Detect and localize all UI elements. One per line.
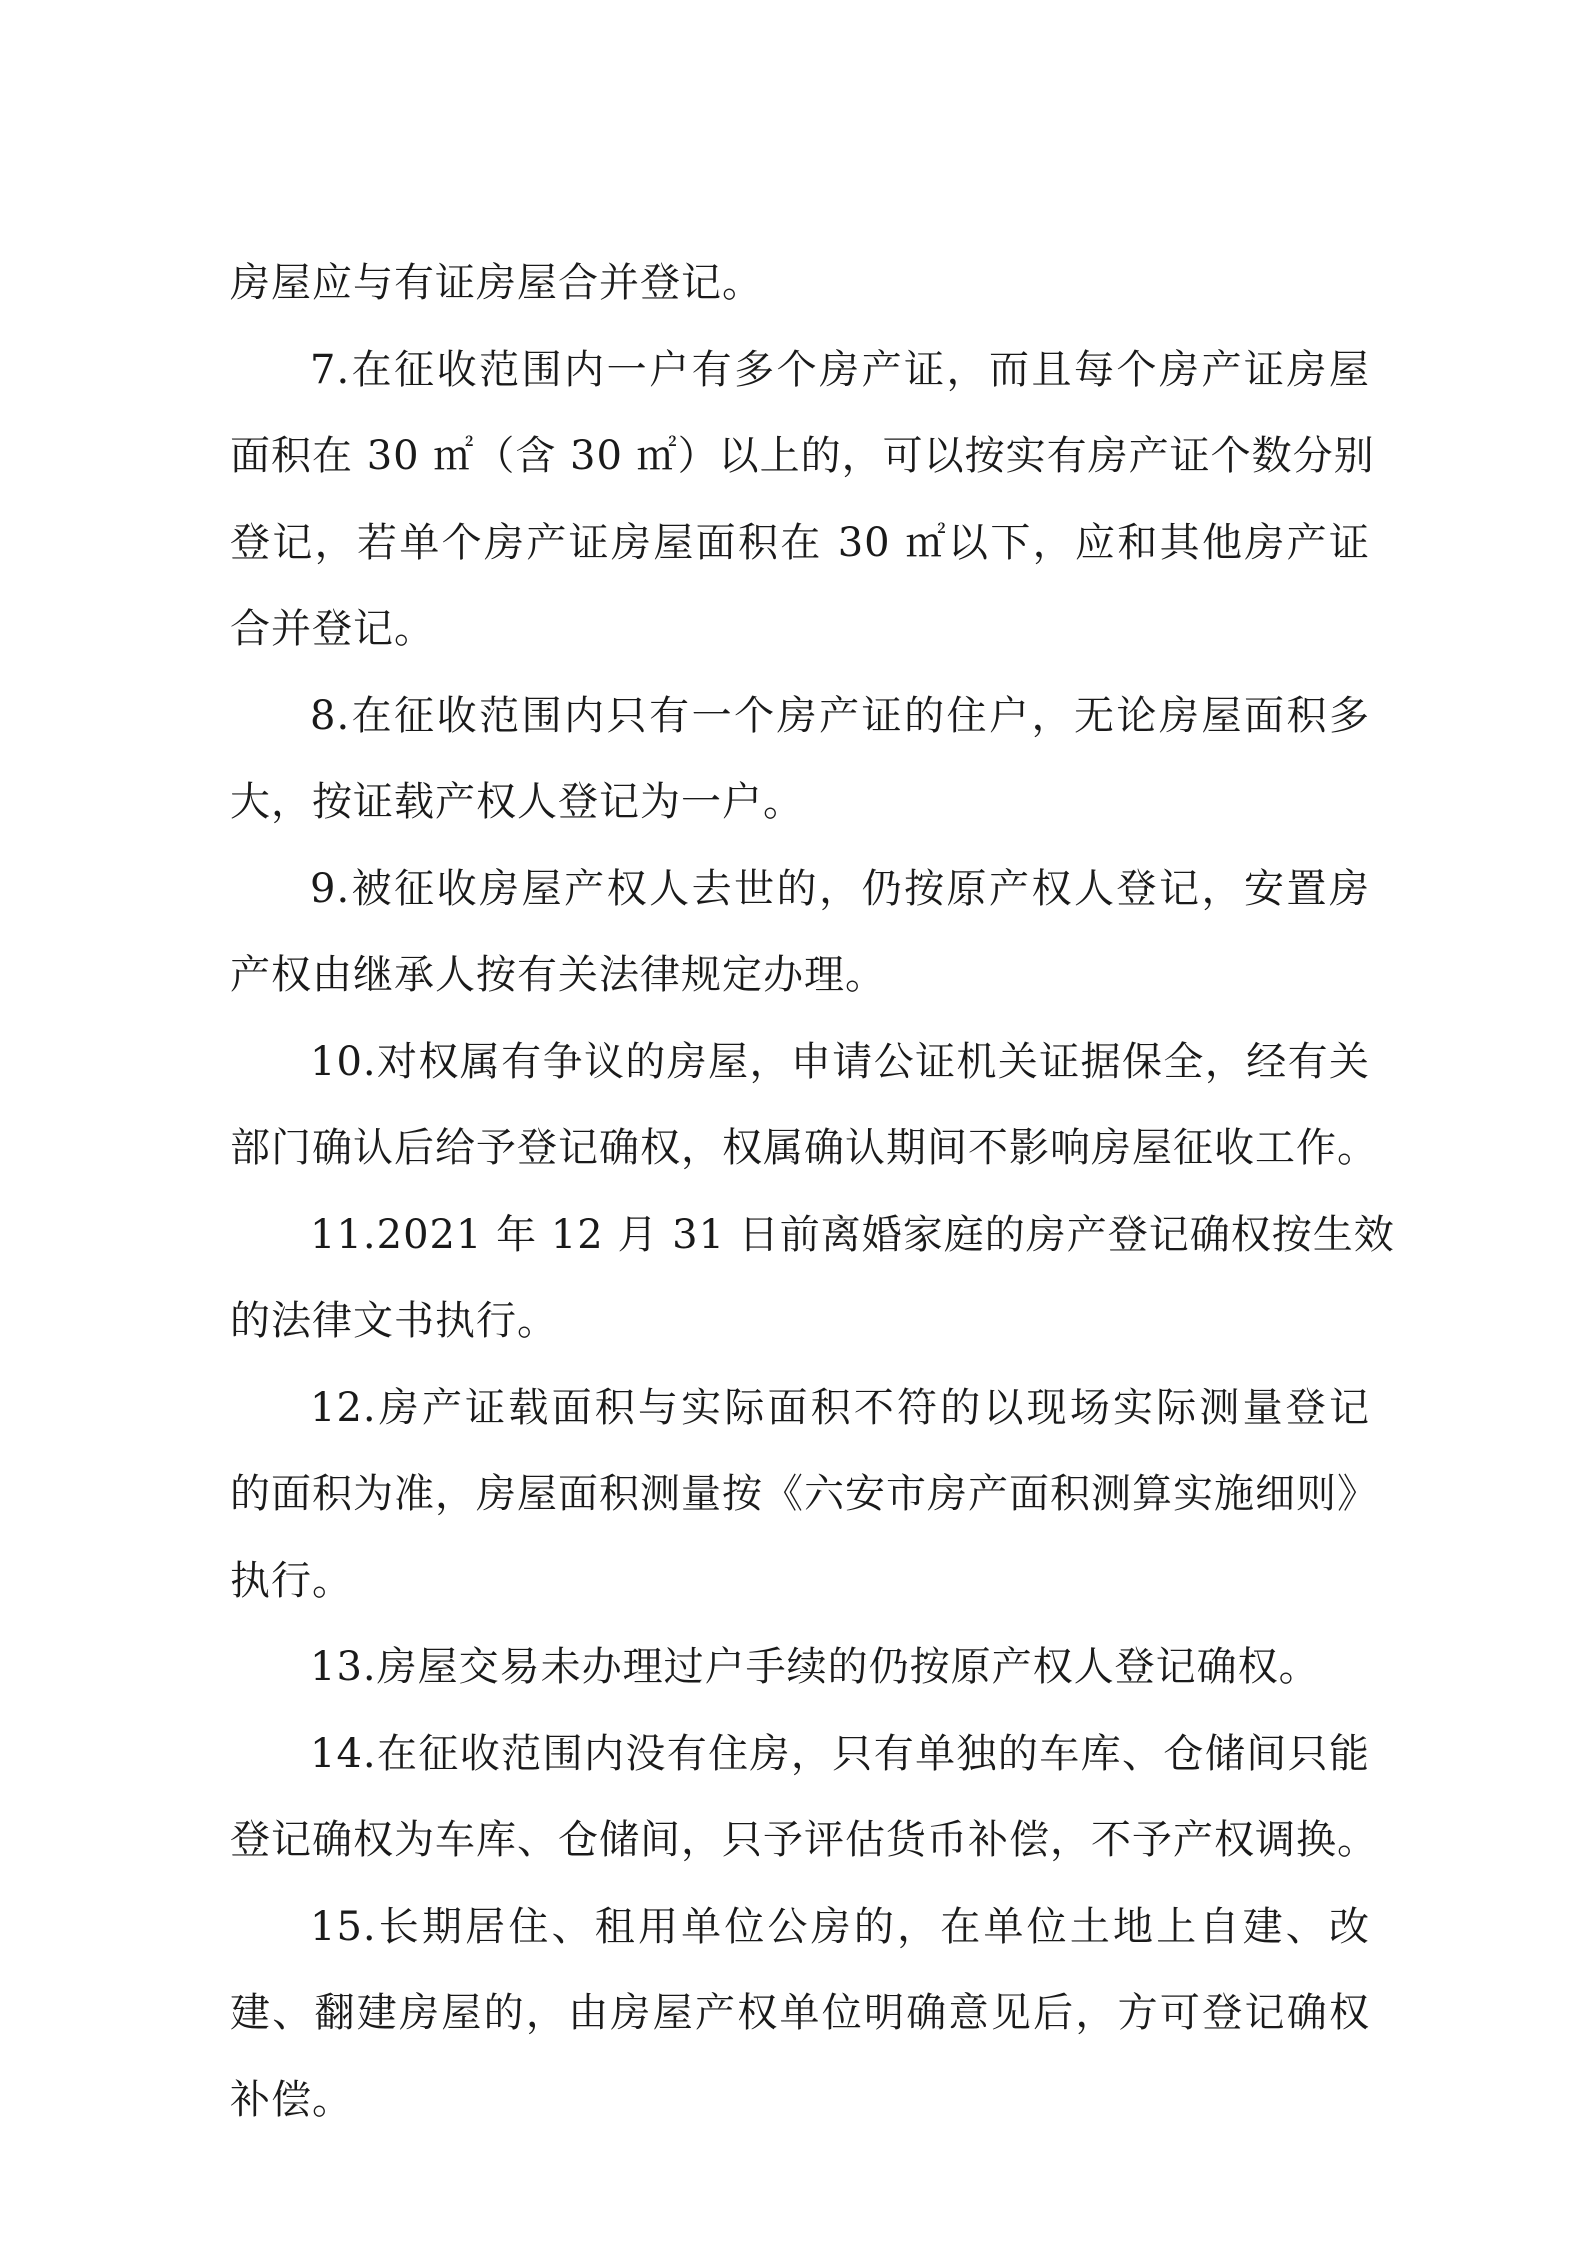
item-12-line-2: 的面积为准，房屋面积测量按《六安市房产面积测算实施细则》 <box>230 1471 1378 1517</box>
item-7-line-1: 7.在征收范围内一户有多个房产证，而且每个房产证房屋 <box>310 347 1370 393</box>
item-10-line-1: 10.对权属有争议的房屋，申请公证机关证据保全，经有关 <box>310 1039 1370 1085</box>
item-12-line-1: 12.房产证载面积与实际面积不符的以现场实际测量登记 <box>310 1385 1370 1431</box>
item-15-line-1: 15.长期居住、租用单位公房的，在单位土地上自建、改 <box>310 1904 1370 1950</box>
item-7-line-3: 登记，若单个房产证房屋面积在 30 ㎡以下，应和其他房产证 <box>230 520 1370 566</box>
item-9-line-1: 9.被征收房屋产权人去世的，仍按原产权人登记，安置房 <box>310 866 1370 912</box>
item-10-line-2: 部门确认后给予登记确权，权属确认期间不影响房屋征收工作。 <box>230 1125 1378 1171</box>
item-7-line-2: 面积在 30 ㎡（含 30 ㎡）以上的，可以按实有房产证个数分别 <box>230 433 1375 479</box>
item-8-line-1: 8.在征收范围内只有一个房产证的住户，无论房屋面积多 <box>310 693 1370 739</box>
item-13-line-1: 13.房屋交易未办理过户手续的仍按原产权人登记确权。 <box>310 1644 1320 1690</box>
item-7-line-4: 合并登记。 <box>230 606 435 652</box>
item-14-line-1: 14.在征收范围内没有住房，只有单独的车库、仓储间只能 <box>310 1731 1370 1777</box>
text-line: 房屋应与有证房屋合并登记。 <box>230 260 763 306</box>
item-15-line-3: 补偿。 <box>230 2077 353 2123</box>
item-11-line-1: 11.2021 年 12 月 31 日前离婚家庭的房产登记确权按生效 <box>310 1212 1395 1258</box>
item-9-line-2: 产权由继承人按有关法律规定办理。 <box>230 952 886 998</box>
item-14-line-2: 登记确权为车库、仓储间，只予评估货币补偿，不予产权调换。 <box>230 1817 1378 1863</box>
item-11-line-2: 的法律文书执行。 <box>230 1298 558 1344</box>
item-15-line-2: 建、翻建房屋的，由房屋产权单位明确意见后，方可登记确权 <box>230 1990 1370 2036</box>
item-12-line-3: 执行。 <box>230 1558 353 1604</box>
item-8-line-2: 大，按证载产权人登记为一户。 <box>230 779 804 825</box>
